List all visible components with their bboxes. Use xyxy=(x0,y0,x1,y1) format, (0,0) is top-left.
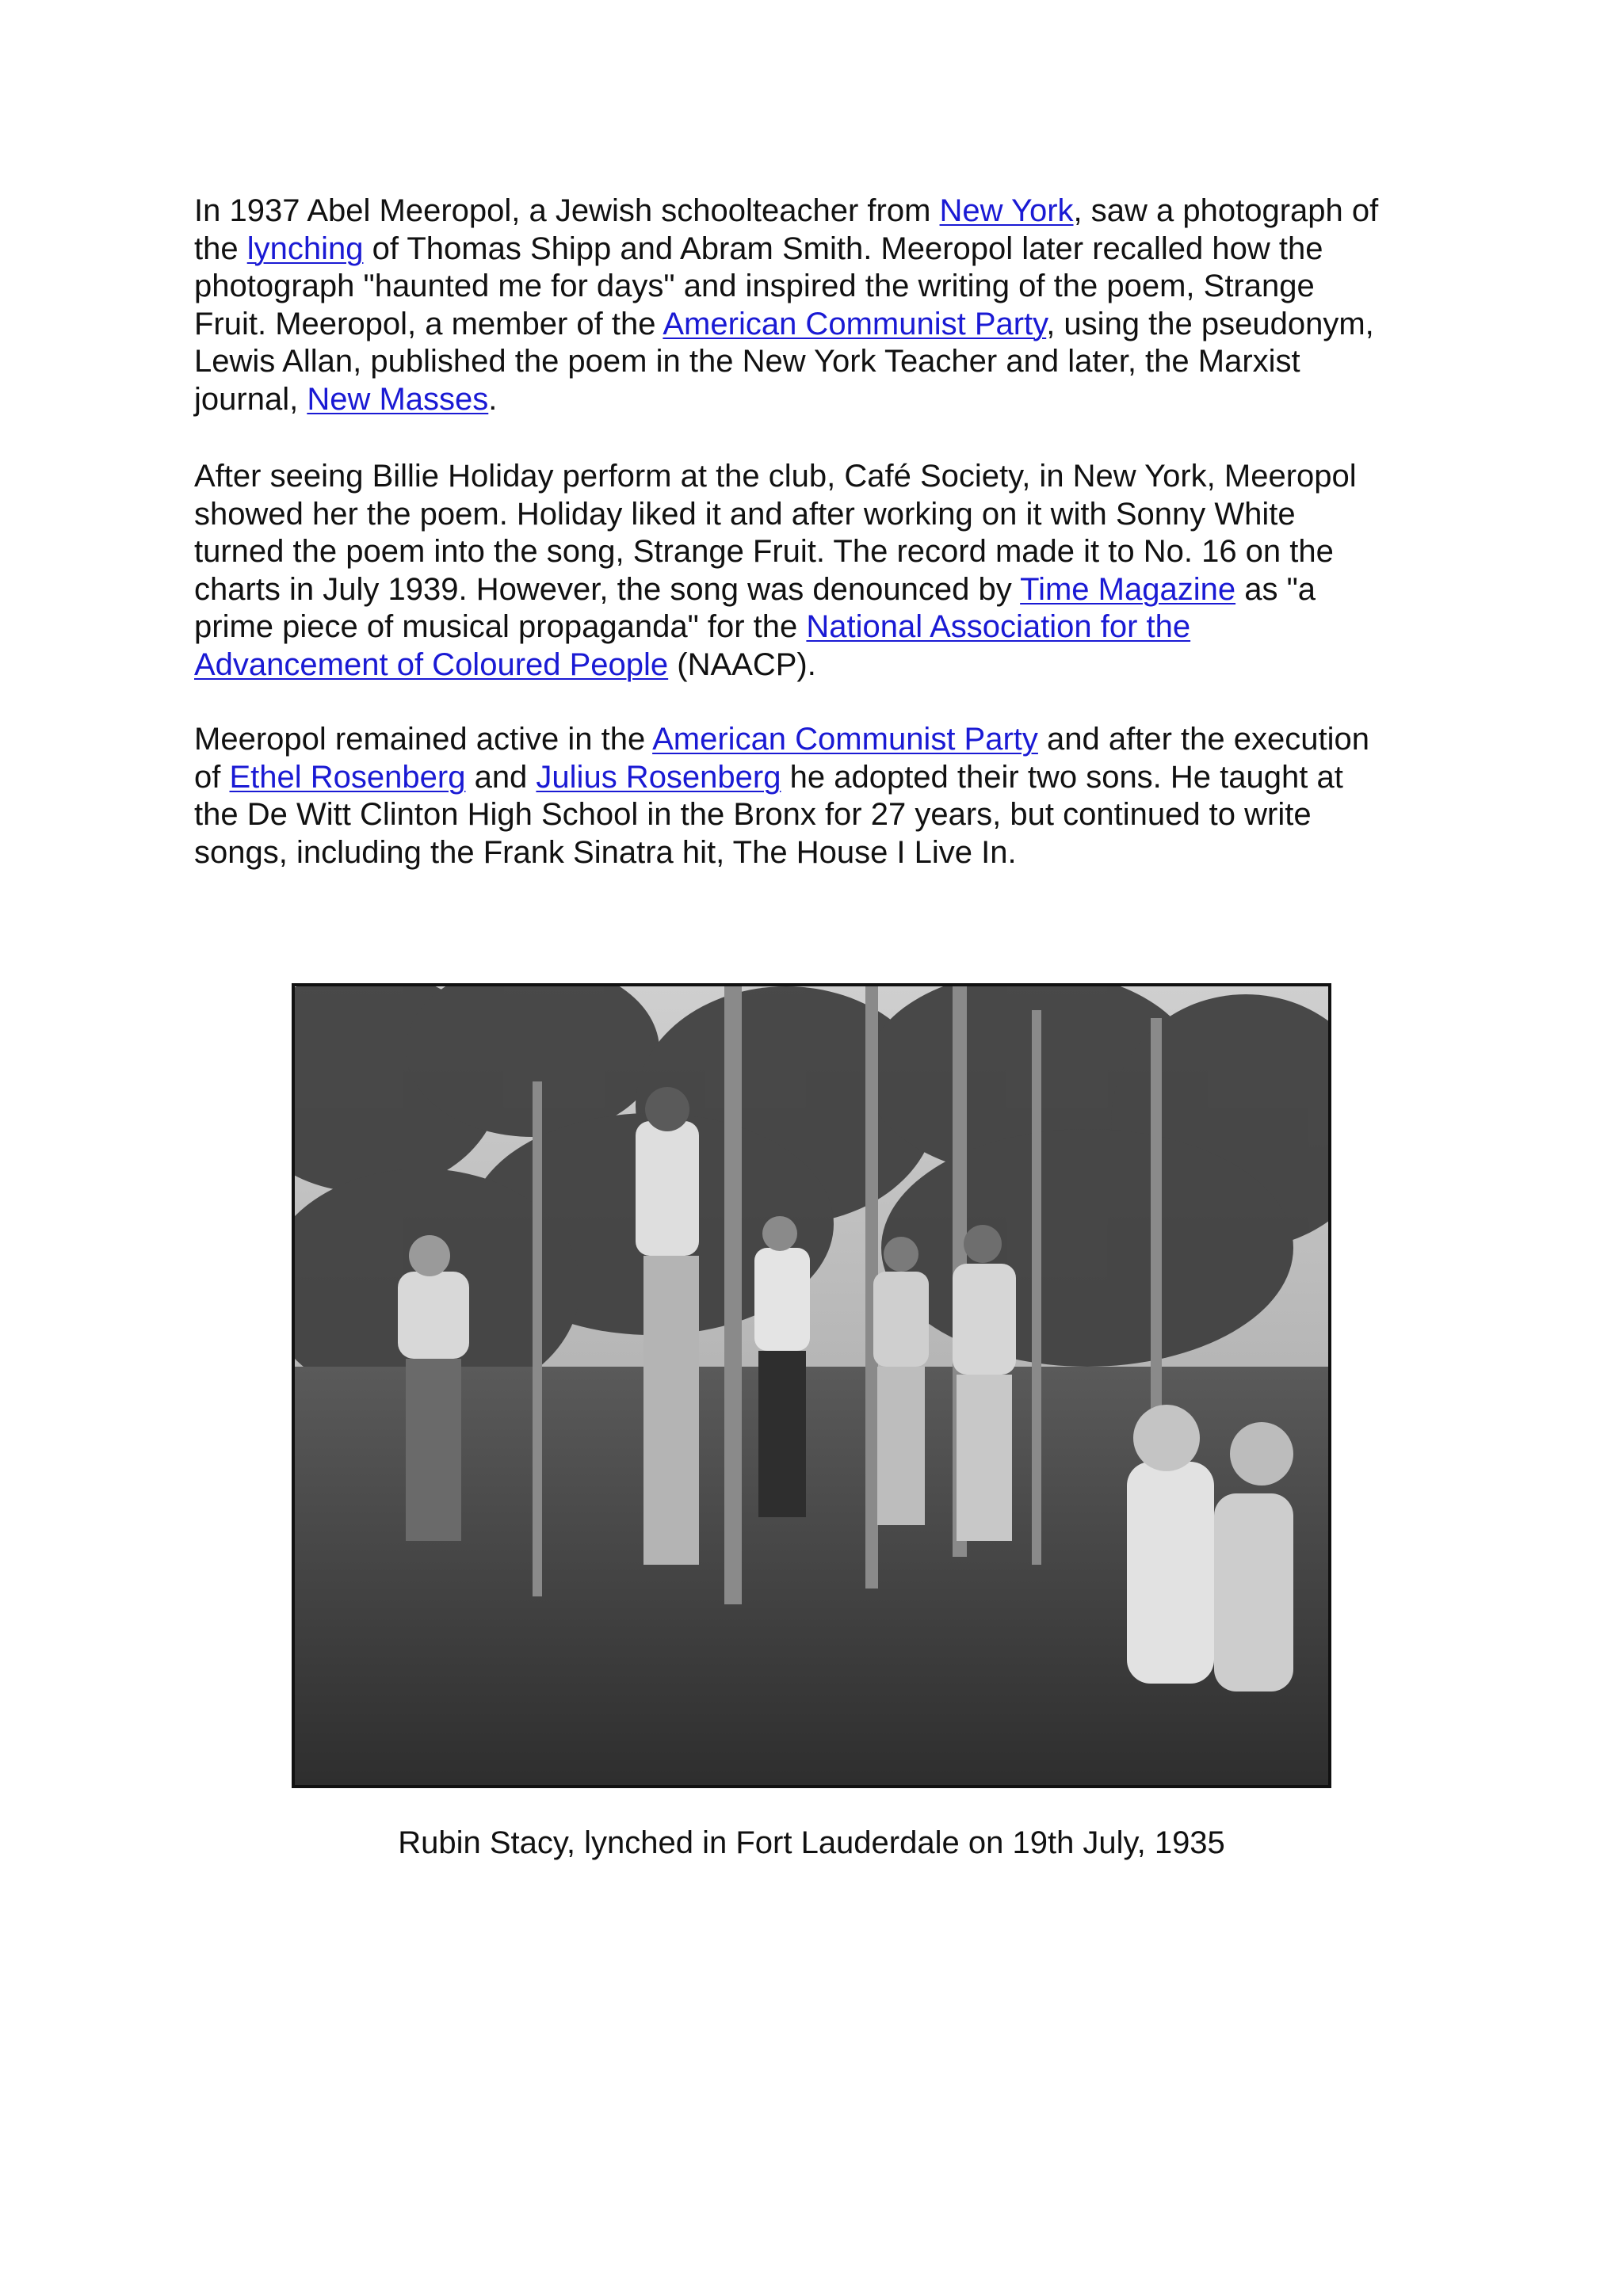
link-julius-rosenberg[interactable]: Julius Rosenberg xyxy=(536,759,781,795)
paragraph-meeropol-later-life xyxy=(194,721,1438,871)
text-line: Lewis Allan, published the poem in the New York Teacher and later, the Marxist xyxy=(194,344,1300,379)
text-run: and after the execution xyxy=(1037,722,1369,757)
text-line: turned the poem into the song, Strange Fruit. The record made it to No. 16 on the xyxy=(194,534,1334,569)
link-lynching[interactable]: lynching xyxy=(246,231,364,266)
photo-caption: Rubin Stacy, lynched in Fort Lauderdale on 19th July, 1935 xyxy=(398,1825,1225,1860)
link-time-magazine[interactable]: Time Magazine xyxy=(1020,571,1236,607)
text-line xyxy=(194,231,1438,269)
text-line xyxy=(194,306,1438,344)
link-naacp-part1[interactable]: National Association for the xyxy=(806,609,1191,644)
text-run: the xyxy=(194,231,247,266)
text-line: photograph "haunted me for days" and inspired the writing of the poem, Strange xyxy=(194,269,1315,303)
text-run: , saw a photograph of xyxy=(1073,193,1379,228)
text-line xyxy=(194,608,1438,646)
text-line xyxy=(194,381,1438,419)
text-line: songs, including the Frank Sinatra hit, The House I Live In. xyxy=(194,834,1017,870)
text-line: showed her the poem. Holiday liked it and after working on it with Sonny White xyxy=(194,496,1296,532)
text-run: . xyxy=(488,381,498,417)
paragraph-billie-holiday xyxy=(194,458,1438,684)
photograph-illustration xyxy=(295,986,1328,1785)
link-naacp-part2[interactable]: Advancement of Coloured People xyxy=(194,646,669,682)
link-new-masses[interactable]: New Masses xyxy=(307,381,489,417)
text-run: of Thomas Shipp and Abram Smith. Meeropol later recalled how the xyxy=(363,231,1323,266)
paragraph-meeropol-poem xyxy=(194,193,1438,418)
text-run: and xyxy=(465,759,537,795)
text-run: , using the pseudonym, xyxy=(1046,306,1374,341)
text-line xyxy=(194,571,1438,609)
text-run: journal, xyxy=(194,381,307,417)
link-american-communist-party-2[interactable]: American Communist Party xyxy=(652,722,1038,757)
text-line xyxy=(194,646,1438,685)
text-run: as "a xyxy=(1235,571,1316,607)
historical-photograph xyxy=(292,983,1331,1788)
text-run: prime piece of musical propaganda" for the xyxy=(194,609,807,644)
link-american-communist-party[interactable]: American Communist Party xyxy=(663,306,1047,341)
link-new-york[interactable]: New York xyxy=(939,193,1074,228)
text-line xyxy=(194,193,1438,231)
text-line xyxy=(194,759,1438,797)
text-run: Meeropol remained active in the xyxy=(194,722,653,757)
text-run: he adopted their two sons. He taught at xyxy=(781,759,1343,795)
text-run: (NAACP). xyxy=(668,646,816,682)
text-run: In 1937 Abel Meeropol, a Jewish schoolteacher from xyxy=(194,193,940,228)
text-run: of xyxy=(194,759,230,795)
text-line: the De Witt Clinton High School in the Bronx for 27 years, but continued to write xyxy=(194,797,1312,832)
text-run: Fruit. Meeropol, a member of the xyxy=(194,306,663,341)
link-ethel-rosenberg[interactable]: Ethel Rosenberg xyxy=(229,759,466,795)
text-run: charts in July 1939. However, the song was denounced by xyxy=(194,571,1021,607)
text-line: After seeing Billie Holiday perform at the club, Café Society, in New York, Meeropol xyxy=(194,459,1357,494)
text-line xyxy=(194,721,1438,759)
